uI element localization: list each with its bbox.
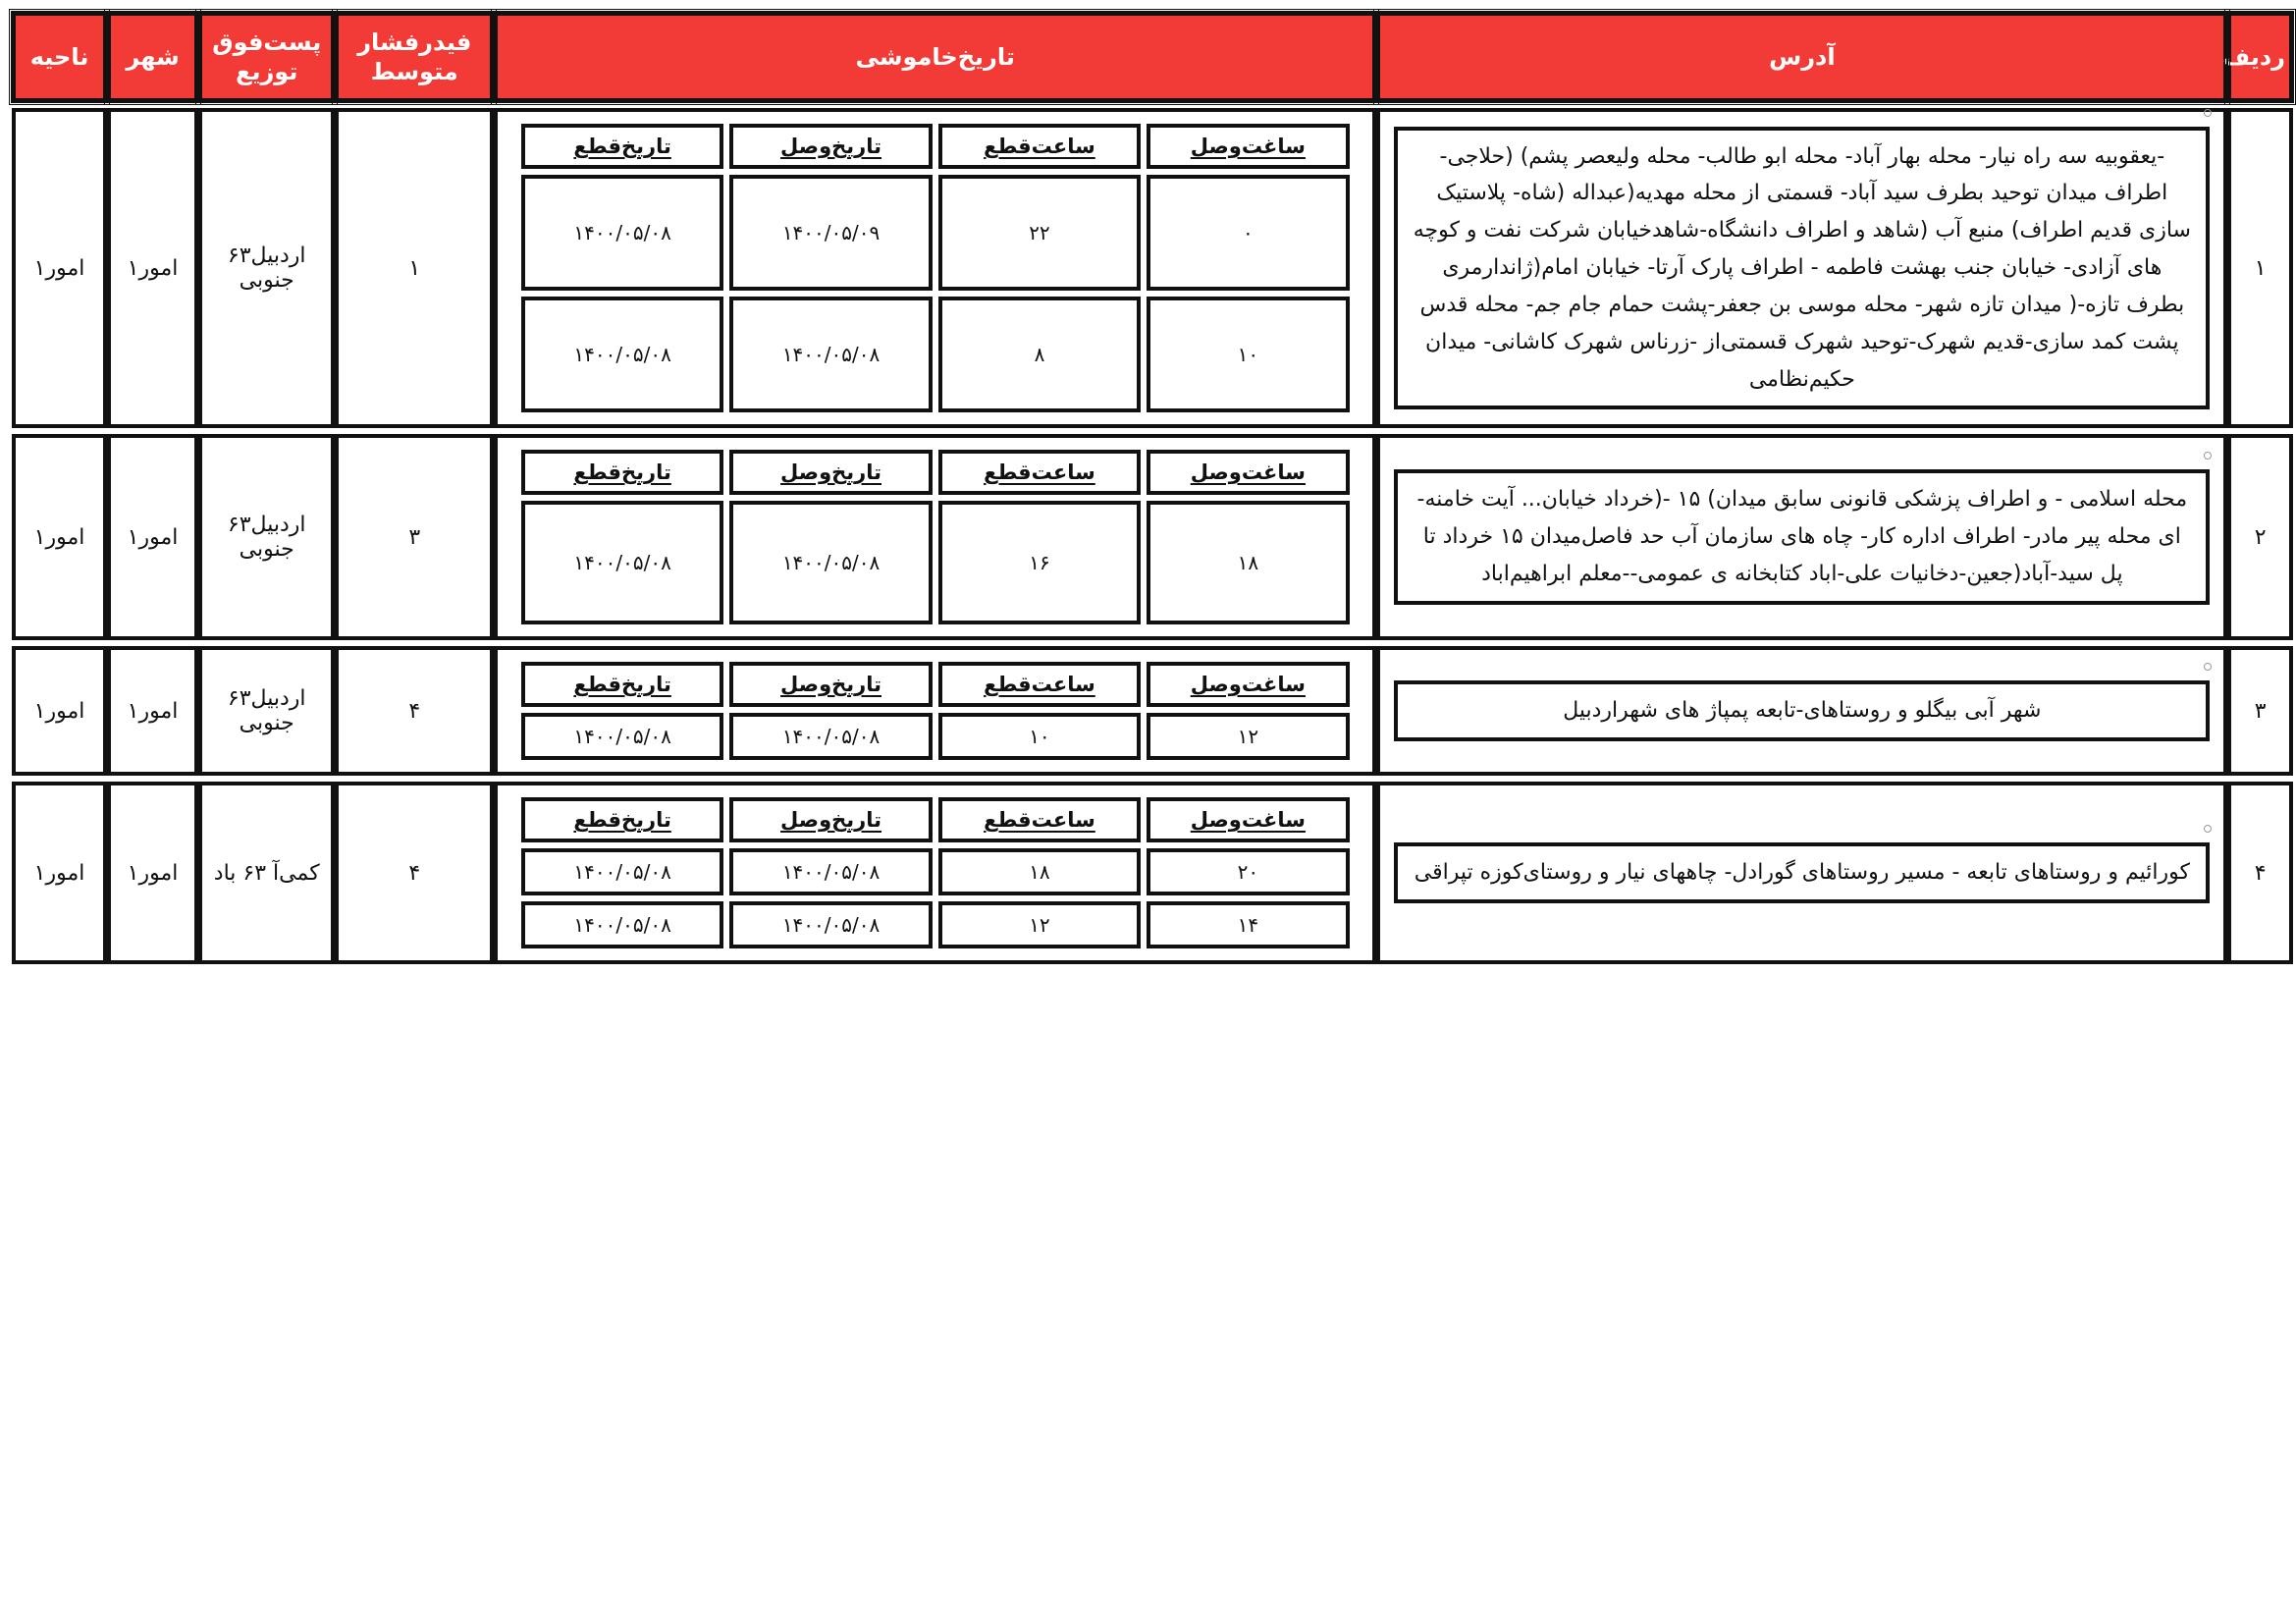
header-city: شهر bbox=[107, 12, 198, 102]
address-cell bbox=[1376, 434, 2227, 640]
time-row bbox=[521, 501, 1350, 624]
connect-time: ۱۰ bbox=[1147, 297, 1349, 412]
subheader-connect-time: ساغت‌وصل bbox=[1147, 450, 1349, 495]
cut-date: ۱۴۰۰/۰۵/۰۸ bbox=[521, 901, 723, 948]
subheader-cut-time: ساعت‌قطع bbox=[938, 797, 1141, 842]
row-number: ۴ bbox=[2227, 782, 2293, 964]
feeder-cell: ۴ bbox=[335, 646, 494, 776]
subheader-connect-time: ساغت‌وصل bbox=[1147, 797, 1349, 842]
connect-time: ۰ bbox=[1147, 175, 1349, 291]
subheader-cut-time: ساعت‌قطع bbox=[938, 662, 1141, 707]
subheader-connect-date: تاریخ‌وصل bbox=[729, 124, 932, 169]
cut-date: ۱۴۰۰/۰۵/۰۸ bbox=[521, 501, 723, 624]
time-row bbox=[521, 175, 1350, 291]
subheader-connect-time: ساغت‌وصل bbox=[1147, 124, 1349, 169]
table-row bbox=[12, 108, 2293, 428]
subheader-cut-date: تاریخ‌قطع bbox=[521, 450, 723, 495]
outage-times-cell bbox=[494, 646, 1376, 776]
subheader-cut-date: تاریخ‌قطع bbox=[521, 124, 723, 169]
table-row bbox=[12, 646, 2293, 776]
time-row bbox=[521, 901, 1350, 948]
outage-times-table bbox=[515, 656, 1356, 766]
feeder-cell: ۱ bbox=[335, 108, 494, 428]
connect-date: ۱۴۰۰/۰۵/۰۸ bbox=[729, 297, 932, 412]
outage-table bbox=[12, 12, 2293, 964]
address-cell bbox=[1376, 782, 2227, 964]
subheader-cut-time: ساعت‌قطع bbox=[938, 124, 1141, 169]
subheader-connect-date: تاریخ‌وصل bbox=[729, 450, 932, 495]
outage-times-table bbox=[515, 118, 1356, 418]
header-feeder: فیدرفشار متوسط bbox=[335, 12, 494, 102]
connect-date: ۱۴۰۰/۰۵/۰۸ bbox=[729, 901, 932, 948]
connect-time: ۱۴ bbox=[1147, 901, 1349, 948]
time-row bbox=[521, 297, 1350, 412]
substation-cell: اردبیل۶۳ جنوبی bbox=[198, 434, 335, 640]
cut-date: ۱۴۰۰/۰۵/۰۸ bbox=[521, 297, 723, 412]
outage-times-table bbox=[515, 791, 1356, 954]
cut-date: ۱۴۰۰/۰۵/۰۸ bbox=[521, 713, 723, 760]
connect-date: ۱۴۰۰/۰۵/۰۸ bbox=[729, 713, 932, 760]
city-cell: امور۱ bbox=[107, 434, 198, 640]
address-text: محله اسلامی - و اطراف پزشکی قانونی سابق میدان) ۱۵ -(خرداد خیابان... آیت خامنه- ای محله پیر مادر- اطراف اداره کار- چاه های سازمان آب حد فاصل‌میدان ۱۵ خرداد تا پل سید-آباد(جعین-دخانیات علی-اباد کتابخانه ی عمومی--معلم ابراهیم‌اباد bbox=[1394, 469, 2210, 604]
connect-time: ۱۲ bbox=[1147, 713, 1349, 760]
connect-time: ۱۸ bbox=[1147, 501, 1349, 624]
city-cell: امور۱ bbox=[107, 108, 198, 428]
subheader-cut-date: تاریخ‌قطع bbox=[521, 797, 723, 842]
connect-date: ۱۴۰۰/۰۵/۰۸ bbox=[729, 501, 932, 624]
address-text: -یعقوبیه سه راه نیار- محله بهار آباد- محله ابو طالب- محله ولیعصر پشم) (حلاجی- اطراف میدان توحید بطرف سید آباد- قسمتی از محله مهدیه(عبداله (شاه- پلاستیک سازی قدیم اطراف) منبع آب (شاهد و اطراف دانشگاه-شاهدخیابان شرکت نفت و کوچه های آزادی- خیابان جنب بهشت فاطمه - اطراف پارک آرتا- خیابان امام(ژاندارمری بطرف تازه-( میدان تازه شهر- محله موسی بن جعفر-پشت حمام جام جم- محله قدس پشت کمد سازی-قدیم شهرک-توحید شهرک قسمتی‌از -زرناس شهرک کاشانی- میدان حکیم‌نظامی bbox=[1394, 127, 2210, 410]
subheader-connect-date: تاریخ‌وصل bbox=[729, 797, 932, 842]
table-row bbox=[12, 434, 2293, 640]
subheader-connect-time: ساغت‌وصل bbox=[1147, 662, 1349, 707]
outage-times-cell bbox=[494, 108, 1376, 428]
address-text: شهر آبی بیگلو و روستاهای-تابعه پمپاژ های شهراردبیل bbox=[1394, 680, 2210, 741]
address-cell bbox=[1376, 646, 2227, 776]
time-row bbox=[521, 713, 1350, 760]
city-cell: امور۱ bbox=[107, 782, 198, 964]
subheader-connect-date: تاریخ‌وصل bbox=[729, 662, 932, 707]
header-substation: پست‌فوق توزیع bbox=[198, 12, 335, 102]
connect-date: ۱۴۰۰/۰۵/۰۸ bbox=[729, 848, 932, 895]
outage-times-cell bbox=[494, 434, 1376, 640]
subheader-cut-time: ساعت‌قطع bbox=[938, 450, 1141, 495]
cut-date: ۱۴۰۰/۰۵/۰۸ bbox=[521, 175, 723, 291]
region-cell: امور۱ bbox=[12, 108, 107, 428]
cut-date: ۱۴۰۰/۰۵/۰۸ bbox=[521, 848, 723, 895]
cut-time: ۱۸ bbox=[938, 848, 1141, 895]
substation-cell: اردبیل۶۳ جنوبی bbox=[198, 108, 335, 428]
header-row bbox=[12, 12, 2293, 102]
time-row bbox=[521, 848, 1350, 895]
cut-time: ۱۲ bbox=[938, 901, 1141, 948]
header-outage-date: تاریخ‌خاموشی bbox=[494, 12, 1376, 102]
table-row bbox=[12, 782, 2293, 964]
region-cell: امور۱ bbox=[12, 646, 107, 776]
row-number: ۱ bbox=[2227, 108, 2293, 428]
row-number: ۳ bbox=[2227, 646, 2293, 776]
cut-time: ۲۲ bbox=[938, 175, 1141, 291]
header-region: ناحیه bbox=[12, 12, 107, 102]
cut-time: ۱۰ bbox=[938, 713, 1141, 760]
outage-times-table bbox=[515, 444, 1356, 630]
region-cell: امور۱ bbox=[12, 434, 107, 640]
connect-date: ۱۴۰۰/۰۵/۰۹ bbox=[729, 175, 932, 291]
address-cell bbox=[1376, 108, 2227, 428]
substation-cell: اردبیل۶۳ جنوبی bbox=[198, 646, 335, 776]
cut-time: ۱۶ bbox=[938, 501, 1141, 624]
feeder-cell: ۳ bbox=[335, 434, 494, 640]
connect-time: ۲۰ bbox=[1147, 848, 1349, 895]
address-text: کورائیم و روستاهای تابعه - مسیر روستاهای گورادل- چاههای نیار و روستای‌کوزه تپراقی bbox=[1394, 842, 2210, 903]
city-cell: امور۱ bbox=[107, 646, 198, 776]
cut-time: ۸ bbox=[938, 297, 1141, 412]
substation-cell: کمی‌آ ۶۳ باد bbox=[198, 782, 335, 964]
feeder-cell: ۴ bbox=[335, 782, 494, 964]
row-number: ۲ bbox=[2227, 434, 2293, 640]
header-address: آدرس bbox=[1376, 12, 2227, 102]
header-radif: ردیف bbox=[2227, 12, 2293, 102]
subheader-cut-date: تاریخ‌قطع bbox=[521, 662, 723, 707]
region-cell: امور۱ bbox=[12, 782, 107, 964]
outage-times-cell bbox=[494, 782, 1376, 964]
